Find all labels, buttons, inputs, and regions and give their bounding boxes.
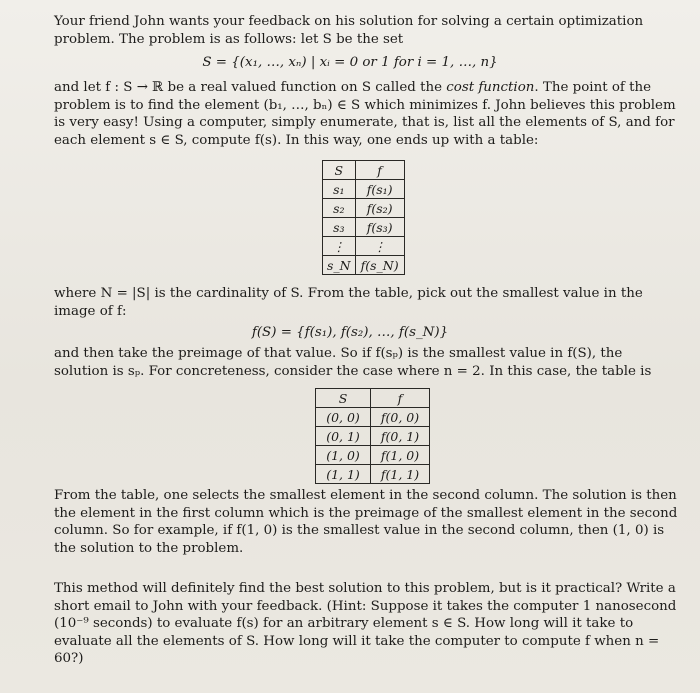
table-cell: f(0, 1) [371,427,430,446]
header-cell: S [323,161,356,180]
cost-function-term: cost function [446,80,535,95]
table-row [316,465,430,484]
table-cell: f(1, 0) [371,446,430,465]
paragraph-cardinality: where N = |S| is the cardinality of S. From the table, pick out the smallest value in the image of f: [54,286,643,319]
table-cell: f(0, 0) [371,408,430,427]
table-cell: s₃ [323,218,356,237]
table-cell: (0, 0) [316,408,371,427]
table-cell: f(s_N) [355,256,404,275]
table-row [323,180,405,199]
header-cell: f [371,389,430,408]
table-row [316,427,430,446]
paragraph-preimage: and then take the preimage of that value. So if f(sₚ) is the smallest value in f(S), the solution is sₚ. For concreteness, consider the case where n = 2. In this case, the table is [54,346,652,379]
n2-table [315,388,430,484]
table-cell: (0, 1) [316,427,371,446]
table-row [323,237,405,256]
paragraph-cost-function [54,79,680,149]
table-cell: s_N [323,256,356,275]
table-row [316,408,430,427]
paragraph-question: This method will definitely find the best solution to this problem, but is it practical? Write a short email to John with your feedback. (Hint: Suppose it takes the computer 1 nanosecond (10⁻⁹ seconds) to evaluate f(s) for an arbitrary element s ∈ S. How long will it take to evaluate all the elements of S. How long will it take the computer to compute f when n = 60?) [54,581,677,667]
formula-image-set: f(S) = {f(s₁), f(s₂), …, f(s_N)} [251,325,449,340]
enumeration-table [322,160,405,275]
header-cell: S [316,389,371,408]
paragraph-intro: Your friend John wants your feedback on his solution for solving a certain optimization problem. The problem is as follows: let S be the set [54,14,644,47]
table-cell: s₂ [323,199,356,218]
header-cell: f [355,161,404,180]
table-cell: f(s₂) [355,199,404,218]
table-row [323,199,405,218]
table-cell: s₁ [323,180,356,199]
paragraph-selection: From the table, one selects the smallest element in the second column. The solution is then the element in the first column which is the preimage of the smallest element in the second column. So for example, if f(1, 0) is the smallest value in the second column, then (1, 0) is the solution to the problem. [54,488,678,556]
table-header-row [316,389,430,408]
cost-text-before: and let f : S → ℝ be a real valued function on S called the [54,80,447,95]
table-cell: ⋮ [323,237,356,256]
table-row [323,218,405,237]
cost-text-after: . The point of the problem is to find the element (b₁, …, bₙ) ∈ S which minimizes f. John believes this problem is very easy! Using a computer, simply enumerate, that is, list all the elements of S, and for each element s ∈ S, compute f(s). In this way, one ends up with a table: [54,80,676,148]
table-row [316,446,430,465]
table-header-row [323,161,405,180]
formula-set-definition: S = {(x₁, …, xₙ) | xᵢ = 0 or 1 for i = 1, …, n} [202,55,498,70]
table-cell: ⋮ [355,237,404,256]
table-cell: f(s₁) [355,180,404,199]
table-row [323,256,405,275]
table-cell: (1, 1) [316,465,371,484]
table-cell: f(1, 1) [371,465,430,484]
table-cell: (1, 0) [316,446,371,465]
table-cell: f(s₃) [355,218,404,237]
